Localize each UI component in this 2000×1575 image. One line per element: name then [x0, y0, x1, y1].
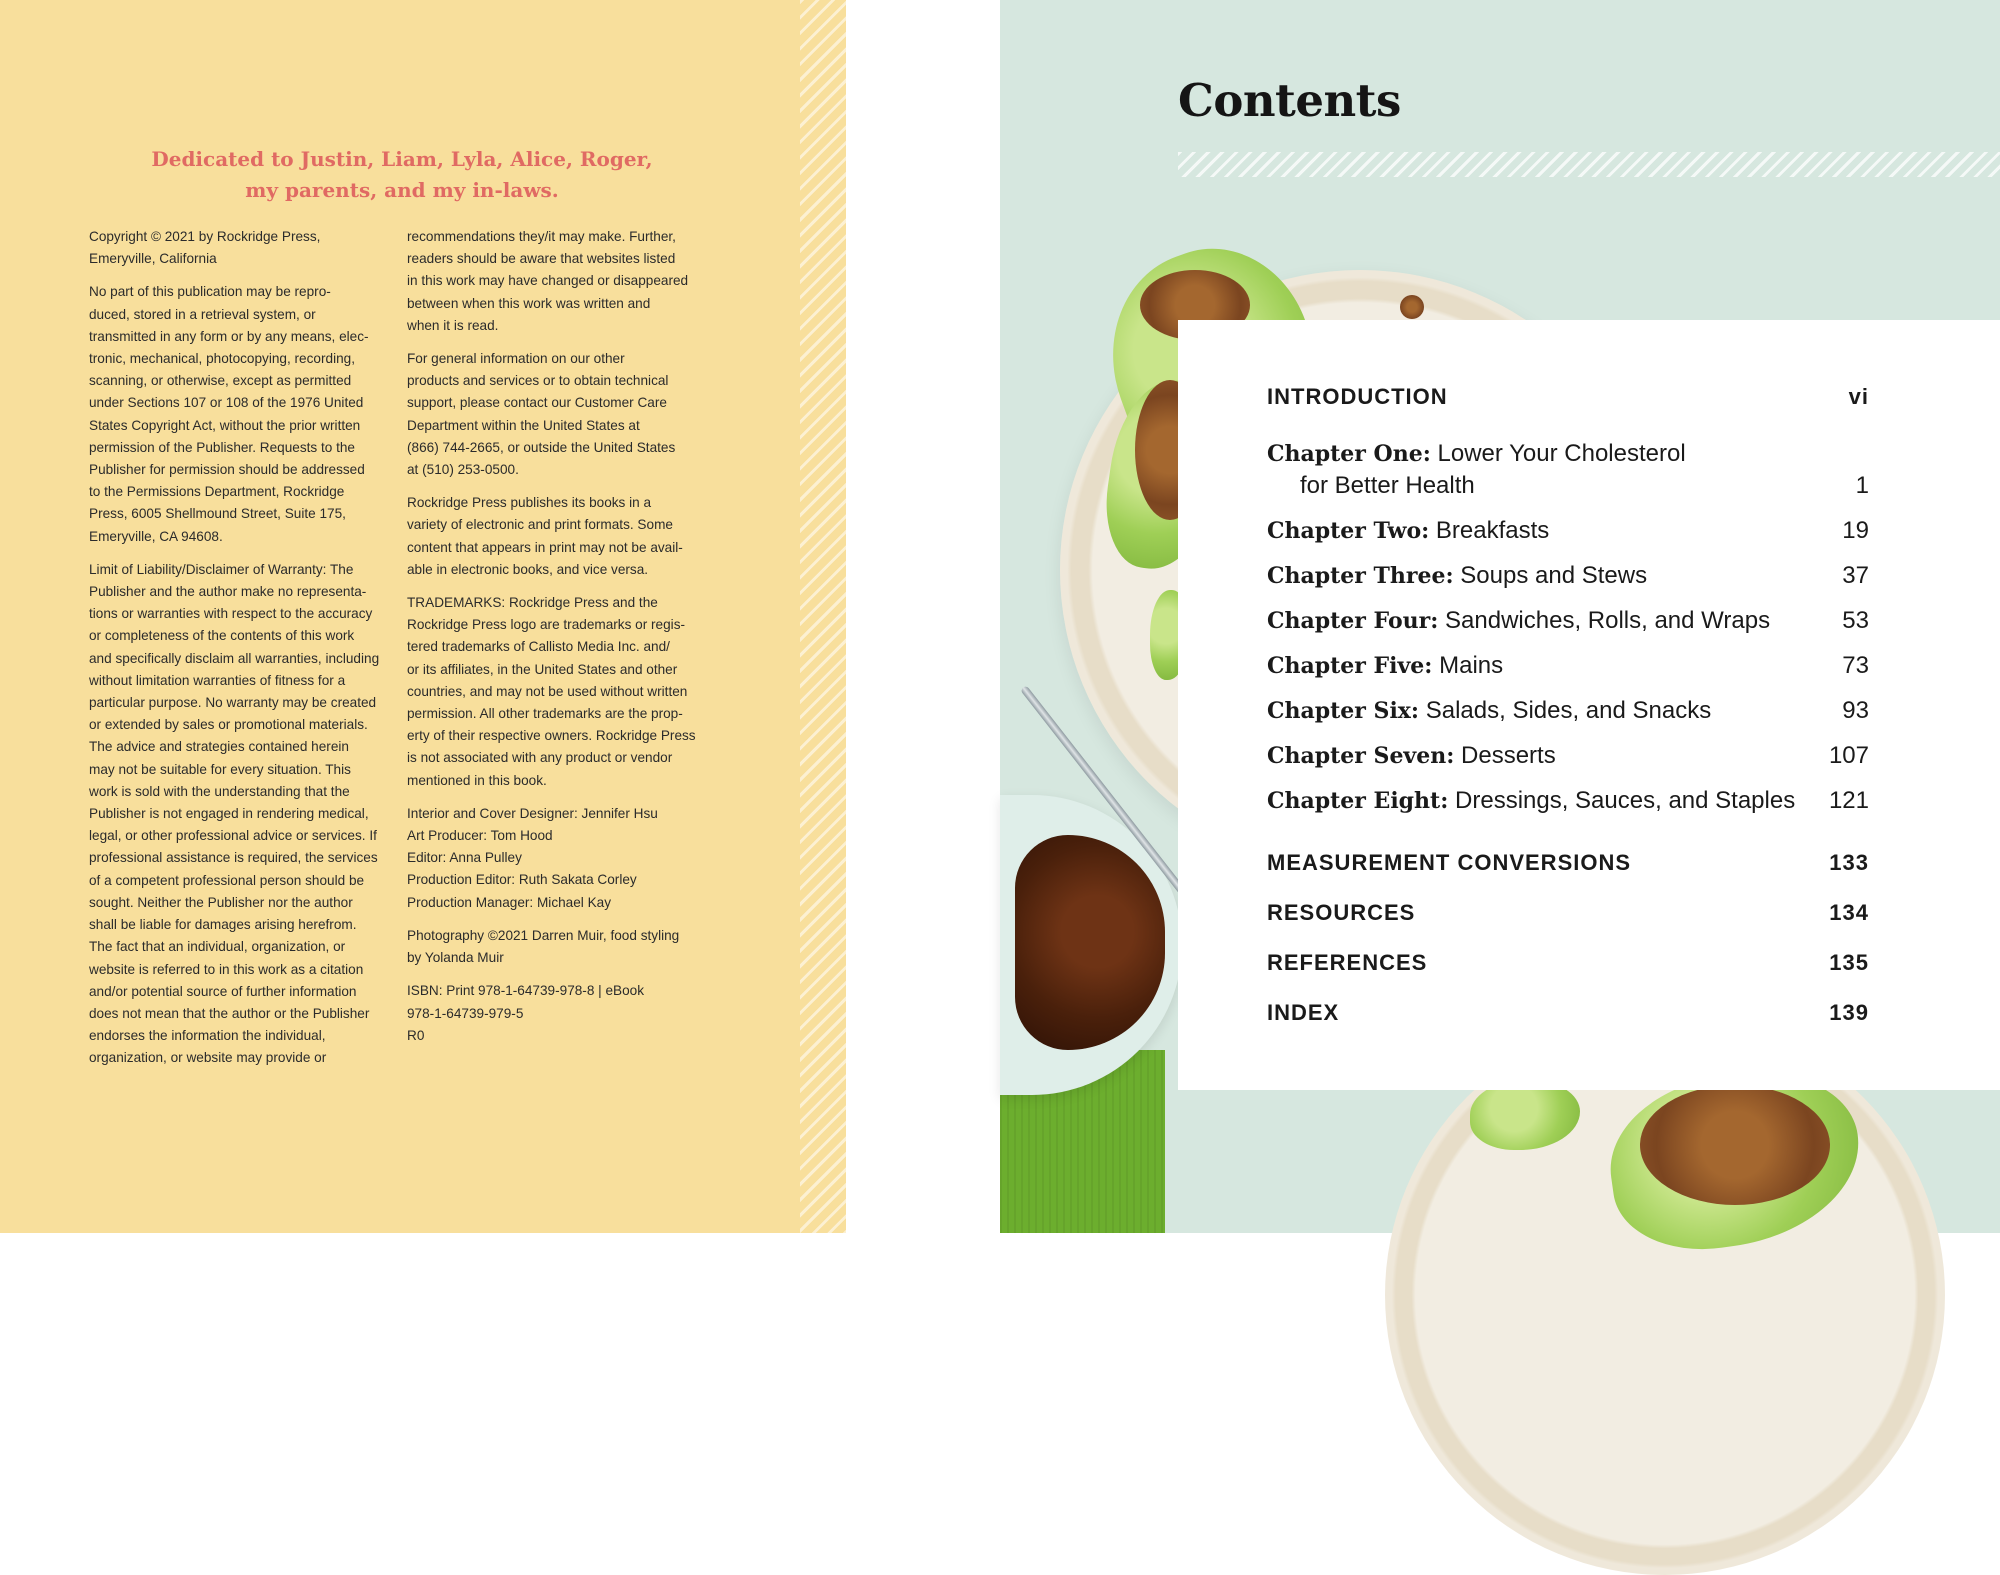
chapter-title: Desserts: [1461, 742, 1556, 769]
toc-page-number: 37: [1842, 562, 1869, 589]
toc-item-chapter-six[interactable]: [1267, 697, 1869, 725]
toc-label: INTRODUCTION: [1267, 384, 1448, 409]
decorative-stripes: [800, 0, 846, 1233]
chapter-title: Soups and Stews: [1460, 562, 1648, 589]
customer-care-paragraph: For general information on our other products and services or to obtain technical support, please contact our Customer Care Department within the United States at (866) 744-2665, or outside the United States at (510) 253-0500.: [407, 351, 676, 478]
toc-page-number: 134: [1829, 900, 1869, 925]
trademarks-paragraph: TRADEMARKS: Rockridge Press and the Rockridge Press logo are trademarks or regis- tered trademarks of Callisto Media Inc. and/ or its affiliates, in the United States and other countries, and may not be used without written permission. All other trademarks are the prop- erty of their respective owners. Rockridge Press is not associated with any product or vendor mentioned in this book.: [407, 595, 696, 788]
toc-item-chapter-two[interactable]: [1267, 517, 1869, 545]
toc-item-chapter-five[interactable]: [1267, 652, 1869, 680]
chapter-label: Chapter Six:: [1267, 698, 1420, 724]
toc-item-chapter-eight[interactable]: [1267, 787, 1869, 815]
toc-item-chapter-one-continued[interactable]: [1300, 472, 1869, 500]
chapter-title: Mains: [1439, 652, 1504, 679]
chapter-title: Sandwiches, Rolls, and Wraps: [1445, 607, 1771, 634]
title-stripes: [1178, 152, 2000, 177]
isbn-block: ISBN: Print 978-1-64739-978-8 | eBook 978-1-64739-979-5 R0: [407, 983, 645, 1043]
chapter-title: Salads, Sides, and Snacks: [1425, 697, 1712, 724]
disclaimer-continued: recommendations they/it may make. Further, readers should be aware that websites listed in this work may have changed or disappeared between when this work was written and when it is read.: [407, 229, 689, 333]
toc-page-number: 135: [1829, 950, 1869, 975]
chapter-title: Lower Your Cholesterol: [1437, 440, 1686, 467]
filling-photo: [1640, 1085, 1830, 1205]
disclaimer-paragraph: Limit of Liability/Disclaimer of Warranty: The Publisher and the author make no representa- tions or warranties with respect to the accuracy or completeness of the contents of this work and specifically disclaim all warranties, including without limitation warranties of fitness for a particular purpose. No warranty may be created or extended by sales or promotional materials. The advice and strategies contained herein may not be suitable for every situation. This work is sold with the understanding that the Publisher is not engaged in rendering medical, legal, or other professional advice or services. If professional assistance is required, the services of a competent professional person should be sought. Neither the Publisher nor the author shall be liable for damages arising herefrom. The fact that an individual, organization, or website is referred to in this work as a citation and/or potential source of further information does not mean that the author or the Publisher endorses the information the individual, organization, or website may provide or: [89, 561, 380, 1066]
dedication: [90, 144, 714, 206]
copyright-column-left: [89, 226, 401, 1081]
rights-paragraph: No part of this publication may be repro- duced, stored in a retrieval system, or transmitted in any form or by any means, elec- tronic, mechanical, photocopying, recording, scanning, or otherwise, except as permitted under Sections 107 or 108 of the 1976 United States Copyright Act, without the prior written permission of the Publisher. Requests to the Publisher for permission should be addressed to the Permissions Department, Rockridge Press, 6005 Shellmound Street, Suite 175, Emeryville, CA 94608.: [89, 284, 369, 544]
toc-page-number: 133: [1829, 850, 1869, 875]
credits-paragraph: Interior and Cover Designer: Jennifer Hsu Art Producer: Tom Hood Editor: Anna Pulley Production Editor: Ruth Sakata Corley Production Manager: Michael Kay: [407, 805, 658, 910]
toc-page-number: 73: [1842, 652, 1869, 679]
chapter-label: Chapter Five:: [1267, 653, 1433, 679]
page-gutter: [846, 0, 1000, 1233]
toc-label: RESOURCES: [1267, 900, 1416, 925]
toc-item-index[interactable]: [1267, 1000, 1869, 1026]
chapter-label: Chapter Two:: [1267, 518, 1430, 544]
copyright-page: [0, 0, 846, 1233]
toc-item-resources[interactable]: [1267, 900, 1869, 926]
filling-photo: [1400, 295, 1424, 319]
dedication-line-1: Dedicated to Justin, Liam, Lyla, Alice, Roger,: [151, 147, 653, 171]
copyright-column-right: [407, 226, 719, 1058]
toc-page-number: 107: [1828, 742, 1869, 769]
chapter-label: Chapter Seven:: [1267, 743, 1455, 769]
formats-paragraph: Rockridge Press publishes its books in a variety of electronic and print formats. Some content that appears in print may not be avail- able in electronic books, and vice versa.: [407, 495, 683, 577]
sauce-bowl-photo: [1000, 795, 1182, 1095]
dedication-line-2: my parents, and my in-laws.: [245, 178, 559, 202]
toc-page-number: 53: [1842, 607, 1869, 634]
toc-page-number: 1: [1855, 472, 1869, 499]
toc-label: INDEX: [1267, 1000, 1340, 1025]
page-title: Contents: [1178, 74, 1401, 127]
toc-item-references[interactable]: [1267, 950, 1869, 976]
chapter-label: Chapter One:: [1267, 441, 1431, 467]
toc-item-chapter-one[interactable]: [1267, 440, 1869, 468]
chapter-label: Chapter Three:: [1267, 563, 1454, 589]
photography-credit: Photography ©2021 Darren Muir, food styling by Yolanda Muir: [407, 927, 680, 966]
toc-item-chapter-seven[interactable]: [1267, 742, 1869, 770]
chapter-label: Chapter Four:: [1267, 608, 1439, 634]
chapter-title-continued: for Better Health: [1300, 472, 1475, 499]
toc-item-chapter-three[interactable]: [1267, 562, 1869, 590]
toc-page-number: vi: [1848, 384, 1869, 409]
toc-label: MEASUREMENT CONVERSIONS: [1267, 850, 1632, 875]
copyright-notice: Copyright © 2021 by Rockridge Press, Emeryville, California: [89, 229, 321, 267]
chapter-label: Chapter Eight:: [1267, 788, 1449, 814]
toc-page-number: 121: [1828, 787, 1869, 814]
toc-page-number: 139: [1829, 1000, 1869, 1025]
toc-item-introduction[interactable]: [1267, 384, 1869, 410]
toc-page-number: 93: [1842, 697, 1869, 724]
toc-item-measurement-conversions[interactable]: [1267, 850, 1869, 876]
toc-label: REFERENCES: [1267, 950, 1428, 975]
toc-item-chapter-four[interactable]: [1267, 607, 1869, 635]
chapter-title: Breakfasts: [1435, 517, 1550, 544]
toc-page-number: 19: [1842, 517, 1869, 544]
chapter-title: Dressings, Sauces, and Staples: [1455, 787, 1796, 814]
